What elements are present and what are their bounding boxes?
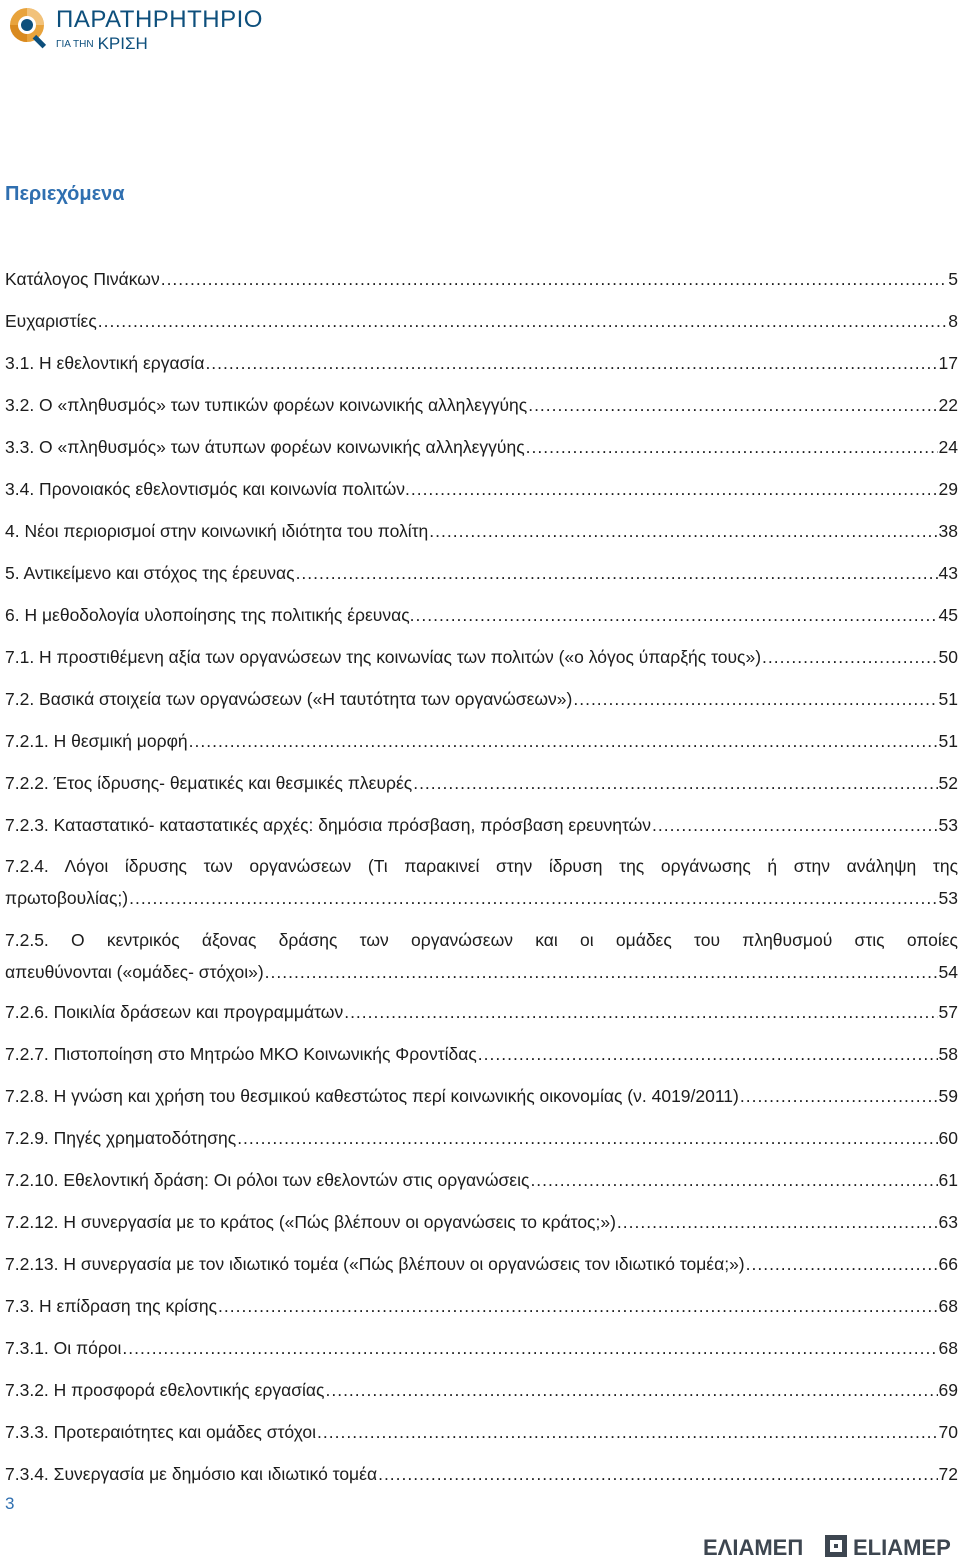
toc-entry-text: Κατάλογος Πινάκων — [5, 269, 160, 289]
toc-entry-text: 3.2. Ο «πληθυσμός» των τυπικών φορέων κοινωνικής αλληλεγγύης — [5, 395, 528, 415]
toc-entry-text: 3.4. Προνοιακός εθελοντισμός και κοινωνία πολιτών. — [5, 479, 410, 499]
toc-page-number: 63 — [938, 1212, 958, 1232]
toc-entry-text: απευθύνονται («ομάδες- στόχοι») — [5, 962, 264, 982]
toc-page-number: 58 — [938, 1044, 958, 1064]
toc-page-number: 45 — [938, 605, 958, 625]
toc-entry-text: 7.2. Βασικά στοιχεία των οργανώσεων («Η ταυτότητα των οργανώσεων») — [5, 689, 573, 709]
toc-page-number: 51 — [938, 731, 958, 751]
toc-entry[interactable] — [5, 1085, 958, 1107]
dot-leader — [129, 887, 937, 909]
dot-leader — [526, 436, 938, 458]
toc-entry-text: 3.1. Η εθελοντική εργασία — [5, 353, 205, 373]
toc-page-number: 69 — [938, 1380, 958, 1400]
dot-leader — [265, 961, 938, 983]
dot-leader — [652, 814, 938, 836]
toc-page-number: 59 — [938, 1086, 958, 1106]
toc-entry-text: 7.1. Η προστιθέμενη αξία των οργανώσεων της κοινωνίας των πολιτών («ο λόγος ύπαρξής τους») — [5, 647, 762, 667]
toc-page-number: 60 — [938, 1128, 958, 1148]
toc-entry[interactable] — [5, 604, 958, 626]
dot-leader — [344, 1001, 937, 1023]
toc-page-number: 22 — [938, 395, 958, 415]
toc-entry-text: 7.2.8. Η γνώση και χρήση του θεσμικού καθεστώτος περί κοινωνικής οικονομίας (ν. 4019/2011) — [5, 1086, 739, 1106]
toc-page-number: 50 — [938, 647, 958, 667]
toc-entry-text: 7.2.1. Η θεσμική μορφή — [5, 731, 188, 751]
toc-entry[interactable] — [5, 688, 958, 710]
toc-entry-text: 7.3.2. Η προσφορά εθελοντικής εργασίας — [5, 1380, 325, 1400]
toc-entry[interactable] — [5, 1421, 958, 1443]
toc-entry[interactable] — [5, 310, 958, 332]
header-logo — [6, 4, 263, 54]
toc-entry[interactable] — [5, 1337, 958, 1359]
page-number: 3 — [5, 1494, 15, 1513]
toc-entry[interactable] — [5, 1127, 958, 1149]
toc-page-number: 53 — [938, 888, 958, 908]
toc-page-number: 61 — [938, 1170, 958, 1190]
toc-page-number: 54 — [938, 962, 958, 982]
toc-entry-text: 5. Αντικείμενο και στόχος της έρευνας — [5, 563, 295, 583]
toc-page-number: 17 — [938, 353, 958, 373]
toc-entry[interactable] — [5, 394, 958, 416]
observatory-logo-icon — [6, 4, 52, 50]
toc-page-number: 38 — [938, 521, 958, 541]
toc-entry[interactable] — [5, 1463, 958, 1485]
toc-page-number: 66 — [938, 1254, 958, 1274]
toc-entry-text: 7.2.7. Πιστοποίηση στο Μητρώο ΜΚΟ Κοινωνικής Φροντίδας — [5, 1044, 477, 1064]
toc-entry[interactable] — [5, 352, 958, 374]
toc-entry[interactable] — [5, 1043, 958, 1065]
toc-page-number: 53 — [938, 815, 958, 835]
toc-entry-text: 7.3. Η επίδραση της κρίσης — [5, 1296, 218, 1316]
toc-entry-text: 7.2.13. Η συνεργασία με τον ιδιωτικό τομέα («Πώς βλέπουν οι οργανώσεις τον ιδιωτικό τομέα;») — [5, 1254, 745, 1274]
toc-entry[interactable] — [5, 436, 958, 458]
dot-leader — [746, 1253, 938, 1275]
toc-entry-text: 7.3.3. Προτεραιότητες και ομάδες στόχοι — [5, 1422, 317, 1442]
dot-leader — [296, 562, 938, 584]
toc-entry[interactable] — [5, 646, 958, 668]
toc-entry-text: 7.3.4. Συνεργασία με δημόσιο και ιδιωτικό τομέα — [5, 1464, 378, 1484]
dot-leader — [411, 478, 938, 500]
toc-entry[interactable] — [5, 1379, 958, 1401]
toc-entry-text: 7.2.10. Εθελοντική δράση: Οι ρόλοι των εθελοντών στις οργανώσεις — [5, 1170, 530, 1190]
toc-page-number: 52 — [938, 773, 958, 793]
dot-leader — [161, 268, 948, 290]
toc-entry[interactable] — [5, 520, 958, 542]
toc-entry[interactable] — [5, 1253, 958, 1275]
toc-page-number: 24 — [938, 437, 958, 457]
toc-entry[interactable] — [5, 814, 958, 836]
toc-entry-text: πρωτοβουλίας;) — [5, 888, 129, 908]
dot-leader — [617, 1211, 938, 1233]
dot-leader — [205, 352, 937, 374]
toc-page-number: 68 — [938, 1296, 958, 1316]
toc-entry[interactable] — [5, 730, 958, 752]
toc-page-number: 72 — [938, 1464, 958, 1484]
logo-title: ΠΑΡΑΤΗΡΗΤΗΡΙΟ — [56, 6, 263, 33]
toc-page-number: 29 — [938, 479, 958, 499]
toc-page-number: 57 — [938, 1002, 958, 1022]
logo-subtitle: ΓΙΑ ΤΗΝ ΚΡΙΣΗ — [56, 34, 148, 53]
toc-page-number: 68 — [938, 1338, 958, 1358]
toc-entry[interactable] — [5, 1295, 958, 1317]
toc-entry-text: 7.2.9. Πηγές χρηματοδότησης — [5, 1128, 237, 1148]
dot-leader — [740, 1085, 938, 1107]
toc-entry-text: 7.2.2. Έτος ίδρυσης- θεματικές και θεσμικές πλευρές — [5, 773, 413, 793]
dot-leader — [478, 1043, 938, 1065]
toc-page-number: 5 — [948, 269, 958, 289]
dot-leader — [530, 1169, 937, 1191]
toc-entry[interactable] — [5, 1001, 958, 1023]
toc-entry-text: 7.2.12. Η συνεργασία με το κράτος («Πώς βλέπουν οι οργανώσεις το κράτος;») — [5, 1212, 616, 1232]
toc-page-number: 43 — [938, 563, 958, 583]
dot-leader — [573, 688, 937, 710]
toc-entry[interactable] — [5, 1211, 958, 1233]
toc-entry-text-line1: 7.2.5. Ο κεντρικός άξονας δράσης των οργανώσεων και οι ομάδες του πληθυσμού στις οποίες — [5, 930, 958, 950]
dot-leader — [218, 1295, 938, 1317]
toc-page-number: 51 — [938, 689, 958, 709]
logo-greek-text: ΕΛΙΑΜΕΠ — [703, 1535, 804, 1560]
dot-leader — [416, 604, 938, 626]
toc-entry-text: 7.3.1. Οι πόροι — [5, 1338, 122, 1358]
toc-title: Περιεχόμενα — [5, 183, 125, 205]
dot-leader — [762, 646, 937, 668]
dot-leader — [378, 1463, 937, 1485]
toc-entry[interactable] — [5, 855, 958, 909]
dot-leader — [413, 772, 937, 794]
logo-latin-text: ELIAMEP — [853, 1535, 951, 1560]
toc-entry[interactable] — [5, 772, 958, 794]
toc-entry[interactable] — [5, 562, 958, 584]
toc-entry-text-line1: 7.2.4. Λόγοι ίδρυσης των οργανώσεων (Τι παρακινεί στην ίδρυση της οργάνωσης ή στην ανάληψη της — [5, 856, 958, 876]
toc-entry-text: 3.3. Ο «πληθυσμός» των άτυπων φορέων κοινωνικής αλληλεγγύης — [5, 437, 525, 457]
toc-entry[interactable] — [5, 1169, 958, 1191]
eliamep-mark-icon — [825, 1535, 847, 1557]
eliamep-logo — [703, 1531, 955, 1563]
dot-leader — [237, 1127, 937, 1149]
dot-leader — [528, 394, 937, 416]
toc-page-number: 70 — [938, 1422, 958, 1442]
dot-leader — [98, 310, 948, 332]
dot-leader — [317, 1421, 938, 1443]
toc-entry[interactable] — [5, 478, 958, 500]
toc-entry-text: 7.2.6. Ποικιλία δράσεων και προγραμμάτων — [5, 1002, 344, 1022]
dot-leader — [122, 1337, 937, 1359]
dot-leader — [429, 520, 937, 542]
toc-entry[interactable] — [5, 268, 958, 290]
dot-leader — [189, 730, 938, 752]
toc-entry-text: Ευχαριστίες — [5, 311, 97, 331]
toc-page-number: 8 — [948, 311, 958, 331]
toc-entry-text: 4. Νέοι περιορισμοί στην κοινωνική ιδιότητα του πολίτη — [5, 521, 429, 541]
toc-entry[interactable] — [5, 929, 958, 983]
toc-entry-text: 6. Η μεθοδολογία υλοποίησης της πολιτικής έρευνας. — [5, 605, 415, 625]
dot-leader — [325, 1379, 937, 1401]
toc-entry-text: 7.2.3. Καταστατικό- καταστατικές αρχές: δημόσια πρόσβαση, πρόσβαση ερευνητών — [5, 815, 652, 835]
